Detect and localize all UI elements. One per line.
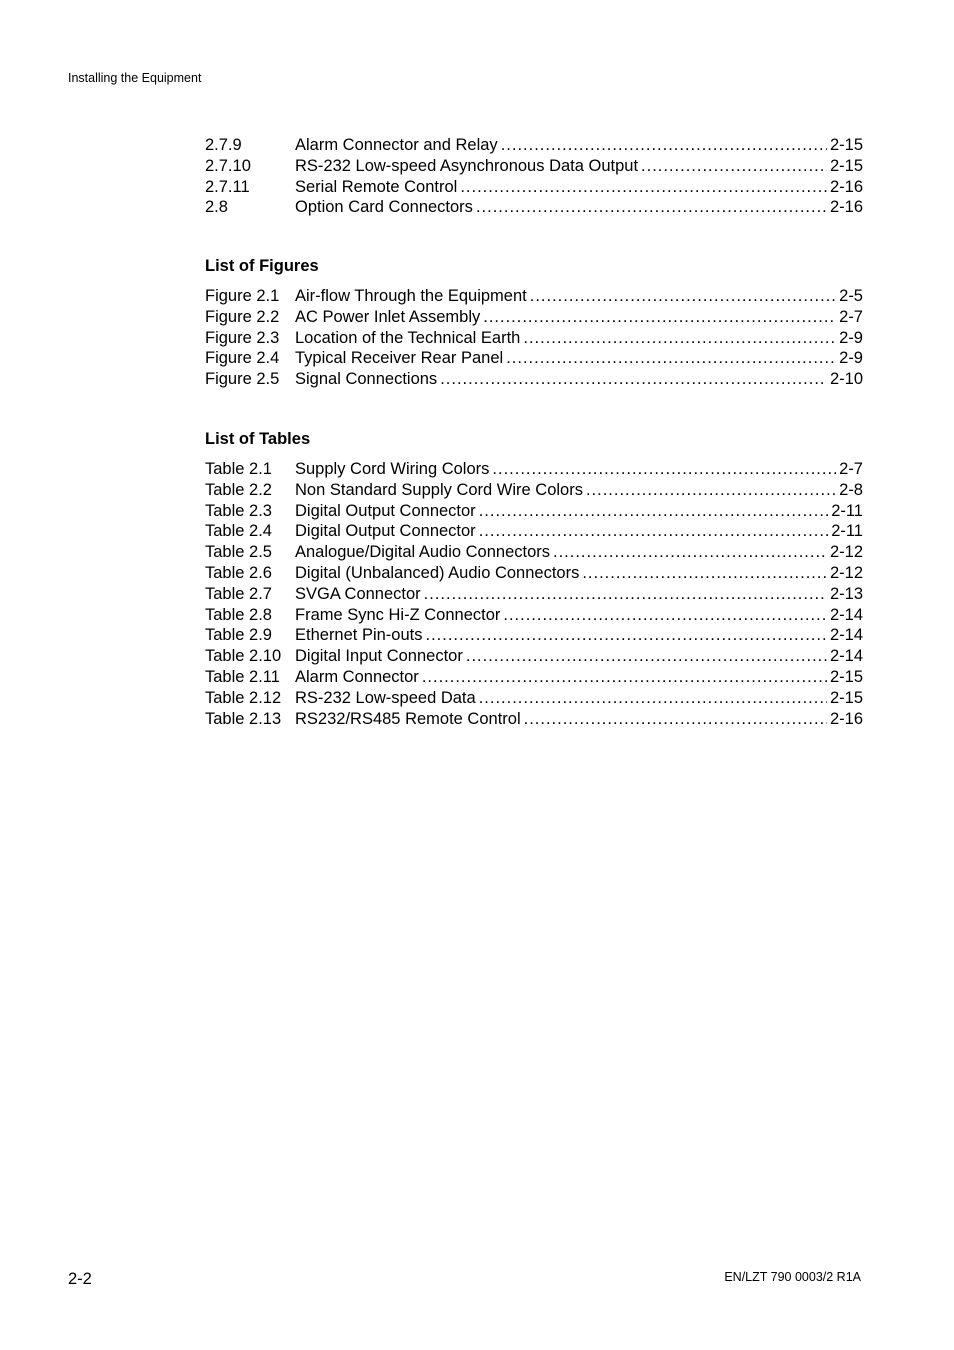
table-entry-page: 2-14	[829, 647, 863, 666]
dot-leader	[523, 328, 836, 349]
table-entry-title: Digital Output Connector	[295, 501, 476, 520]
figure-entry-number: Figure 2.1	[205, 287, 280, 305]
table-entry-page: 2-8	[839, 480, 863, 499]
figure-entry-page: 2-5	[839, 287, 863, 305]
table-entry-page: 2-12	[829, 543, 863, 562]
figure-entry-page: 2-7	[839, 307, 863, 326]
footer-doc-id: EN/LZT 790 0003/2 R1A	[724, 1270, 861, 1284]
table-entry-number: Table 2.3	[205, 501, 272, 520]
table-entry-title: Supply Cord Wiring Colors	[295, 460, 490, 478]
toc-entry-page: 2-16	[829, 198, 863, 217]
dot-leader	[492, 459, 836, 480]
table-entry[interactable]	[205, 459, 863, 480]
table-entry-number: Table 2.12	[205, 688, 282, 707]
toc-entry[interactable]	[205, 156, 863, 177]
figure-entry-page: 2-10	[829, 370, 863, 389]
table-entry-page: 2-16	[829, 709, 863, 728]
figure-entry-number: Figure 2.5	[205, 370, 280, 389]
dot-leader	[479, 688, 827, 709]
dot-leader	[641, 156, 827, 177]
table-entry[interactable]	[205, 667, 863, 688]
table-entry-page: 2-11	[831, 522, 863, 541]
table-entry-number: Table 2.10	[205, 647, 282, 666]
table-entry[interactable]	[205, 605, 863, 626]
list-of-tables	[205, 429, 863, 729]
dot-leader	[530, 286, 836, 307]
toc-entry-number: 2.7.9	[205, 136, 242, 154]
table-entry-number: Table 2.8	[205, 605, 272, 624]
table-entry-page: 2-7	[839, 460, 863, 478]
table-entry-number: Table 2.6	[205, 563, 272, 582]
toc-entry[interactable]	[205, 177, 863, 198]
figure-entry-page: 2-9	[839, 328, 863, 347]
toc-entry-page: 2-15	[829, 156, 863, 175]
dot-leader	[479, 501, 829, 522]
table-entry-title: Digital (Unbalanced) Audio Connectors	[295, 563, 580, 582]
dot-leader	[476, 197, 827, 218]
table-entry-title: Digital Input Connector	[295, 647, 463, 666]
table-entry-number: Table 2.5	[205, 543, 272, 562]
table-entry-page: 2-12	[829, 563, 863, 582]
table-entry-number: Table 2.13	[205, 709, 282, 728]
table-entry[interactable]	[205, 480, 863, 501]
table-entry-number: Table 2.4	[205, 522, 272, 541]
table-entry-title: Non Standard Supply Cord Wire Colors	[295, 480, 583, 499]
figure-entry-title: AC Power Inlet Assembly	[295, 307, 481, 326]
toc-entry-page: 2-15	[829, 136, 863, 154]
figure-entry-title: Location of the Technical Earth	[295, 328, 521, 347]
dot-leader	[503, 605, 827, 626]
table-entry-title: SVGA Connector	[295, 584, 421, 603]
figure-entry-page: 2-9	[839, 349, 863, 368]
dot-leader	[586, 480, 836, 501]
dot-leader	[424, 584, 827, 605]
figure-entry-number: Figure 2.3	[205, 328, 280, 347]
table-entry-page: 2-11	[831, 501, 863, 520]
toc-entry[interactable]	[205, 135, 863, 156]
figure-entry[interactable]	[205, 328, 863, 349]
table-entry-page: 2-15	[829, 688, 863, 707]
dot-leader	[524, 709, 827, 730]
table-entry[interactable]	[205, 542, 863, 563]
table-entry[interactable]	[205, 646, 863, 667]
table-entry[interactable]	[205, 625, 863, 646]
footer-page-number: 2-2	[68, 1270, 92, 1288]
toc-entry-page: 2-16	[829, 177, 863, 196]
list-of-tables-heading: List of Tables	[205, 430, 311, 448]
table-entry-page: 2-14	[829, 626, 863, 645]
figure-entry[interactable]	[205, 286, 863, 307]
figure-entry-number: Figure 2.4	[205, 349, 280, 368]
toc-entry-title: RS-232 Low-speed Asynchronous Data Output	[295, 156, 639, 175]
table-entry-page: 2-15	[829, 667, 863, 686]
toc-entry-number: 2.7.11	[205, 177, 250, 196]
figure-entry-title: Air-flow Through the Equipment	[295, 287, 527, 305]
table-entry[interactable]	[205, 584, 863, 605]
figure-entry-title: Typical Receiver Rear Panel	[295, 349, 504, 368]
table-entry[interactable]	[205, 501, 863, 522]
table-entry-title: RS-232 Low-speed Data	[295, 688, 476, 707]
table-entry-title: RS232/RS485 Remote Control	[295, 709, 521, 728]
toc-entry-number: 2.7.10	[205, 156, 251, 175]
dot-leader	[440, 369, 827, 390]
figure-entry-number: Figure 2.2	[205, 307, 280, 326]
table-entry-page: 2-13	[829, 584, 863, 603]
table-entry-title: Frame Sync Hi-Z Connector	[295, 605, 501, 624]
figure-entry[interactable]	[205, 307, 863, 328]
dot-leader	[460, 177, 827, 198]
table-entry-title: Alarm Connector	[295, 667, 419, 686]
table-entry-number: Table 2.7	[205, 584, 272, 603]
figure-entry[interactable]	[205, 369, 863, 390]
table-entry[interactable]	[205, 709, 863, 730]
table-entry[interactable]	[205, 563, 863, 584]
figure-entry-title: Signal Connections	[295, 370, 438, 389]
toc-entry-title: Option Card Connectors	[295, 198, 473, 217]
list-of-figures-heading: List of Figures	[205, 257, 319, 275]
table-entry-number: Table 2.2	[205, 480, 272, 499]
table-entry-title: Analogue/Digital Audio Connectors	[295, 543, 551, 562]
list-of-figures	[205, 256, 863, 390]
table-entry-number: Table 2.11	[205, 667, 280, 686]
running-header: Installing the Equipment	[68, 71, 202, 85]
toc-entry[interactable]	[205, 197, 863, 218]
dot-leader	[466, 646, 827, 667]
table-entry-title: Ethernet Pin-outs	[295, 626, 423, 645]
dot-leader	[422, 667, 827, 688]
dot-leader	[483, 307, 836, 328]
dot-leader	[506, 348, 836, 369]
table-entry-title: Digital Output Connector	[295, 522, 476, 541]
dot-leader	[582, 563, 827, 584]
table-entry-number: Table 2.1	[205, 460, 272, 478]
toc-entry-number: 2.8	[205, 198, 228, 217]
figure-entry[interactable]	[205, 348, 863, 369]
table-entry[interactable]	[205, 521, 863, 542]
table-entry[interactable]	[205, 688, 863, 709]
dot-leader	[426, 625, 827, 646]
dot-leader	[553, 542, 827, 563]
toc-entry-title: Serial Remote Control	[295, 177, 458, 196]
dot-leader	[479, 521, 829, 542]
table-entry-page: 2-14	[829, 605, 863, 624]
toc-entry-title: Alarm Connector and Relay	[295, 136, 498, 154]
dot-leader	[501, 135, 827, 156]
table-entry-number: Table 2.9	[205, 626, 272, 645]
toc-section-list	[205, 135, 863, 218]
